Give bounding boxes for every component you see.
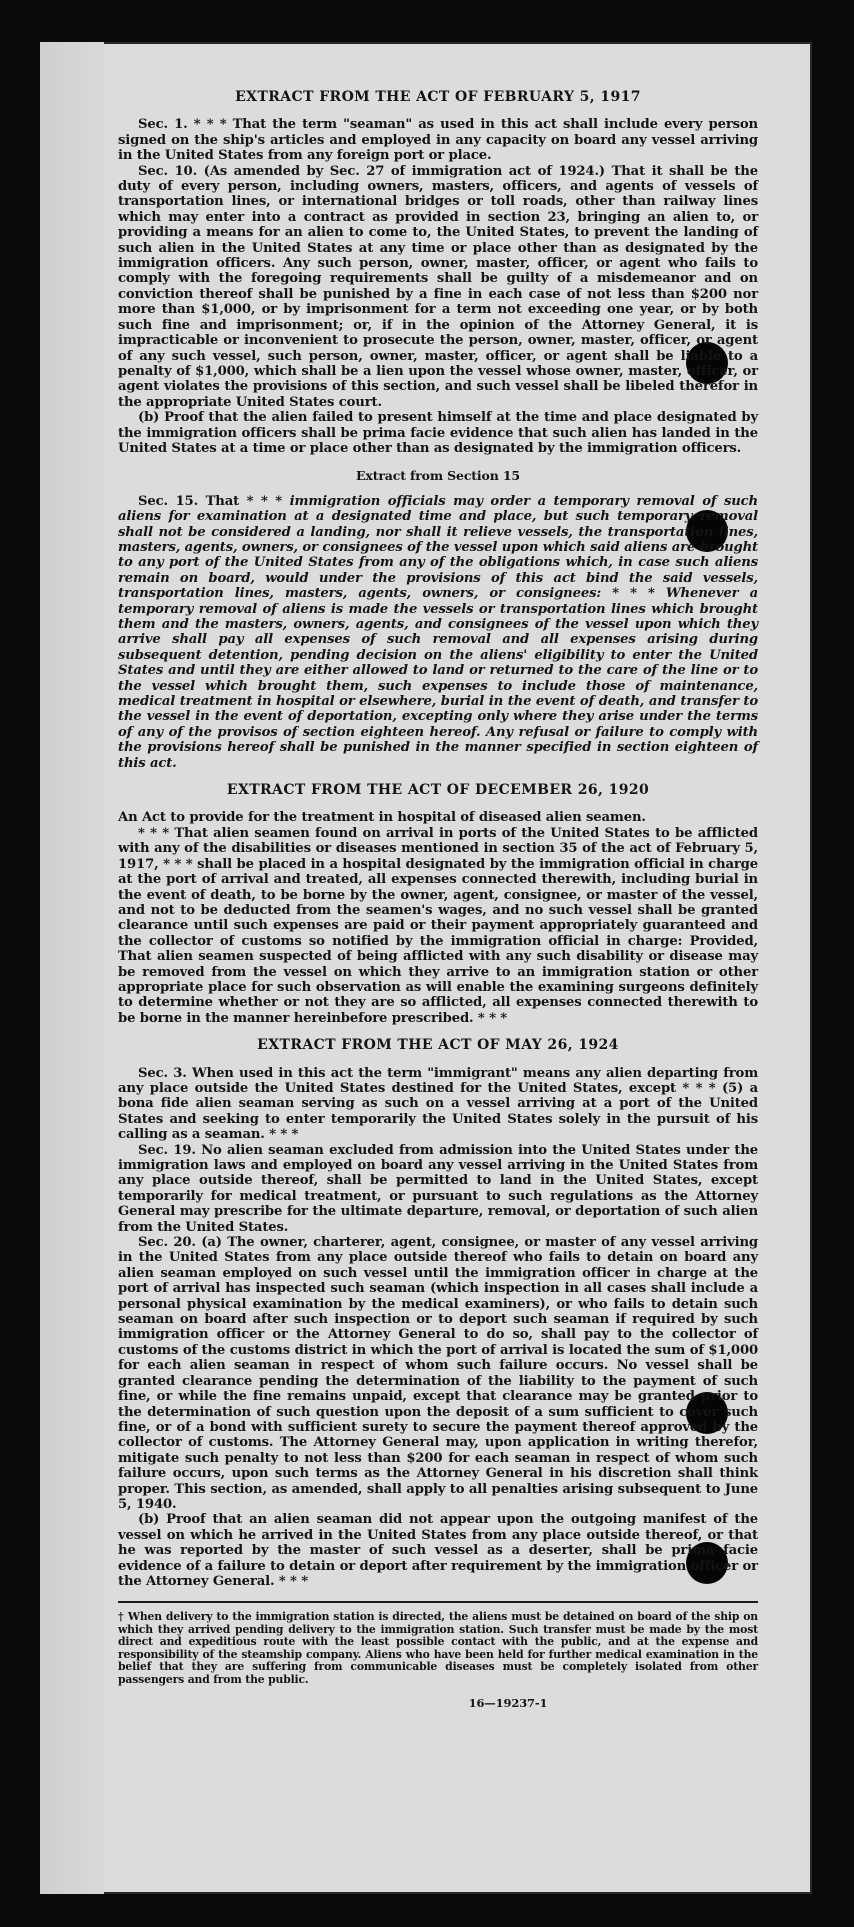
paragraph: * * * That alien seamen found on arrival in ports of the United States to be afflicted with any of the disabilities or diseases mentioned in section 35 of the act of February 5, 1917, * * * shall be placed in a hospital designated by the immigration official in charge at the port of arrival and treated, all expenses connected therewith, including burial in the event of death, to be borne by the owner, agent, consignee, or master of the vessel, and not to be deducted from the seamen's wages, and no such vessel shall be granted clearance until such expenses are paid or their payment appropriately guaranteed and the collector of customs so notified by the immigration official in charge: Provided, That alien seamen suspected of being afflicted with any such disability or disease may be removed from the vessel on which they arrive to an immigration station or other appropriate place for such observation as will enable the examining surgeons definitely to determine whether or not they are so afflicted, all expenses connected therewith to be borne in the manner hereinbefore prescribed. * * * bbox=[118, 825, 758, 1026]
paragraph: Sec. 3. When used in this act the term "immigrant" means any alien departing from any place outside the United States destined for the United States, except * * * (5) a bona fide alien seaman serving as such on a vessel arriving at a port of the United States and seeking to enter temporarily the United States solely in the pursuit of his calling as a seaman. * * * bbox=[118, 1065, 758, 1143]
paragraph bbox=[118, 494, 758, 771]
footnote: † When delivery to the immigration station is directed, the aliens must be detained on board of the ship on which they arrived pending delivery to the immigration station. Such transfer must be made by the most direct and expeditious route with the least possible contact with the public, and at the expense and responsibility of the steamship company. Aliens who have been held for further medical examination in the belief that they are suffering from communicable diseases must be completely isolated from other passengers and from the public. bbox=[118, 1610, 758, 1686]
paragraph: Sec. 10. (As amended by Sec. 27 of immigration act of 1924.) That it shall be the duty of every person, including owners, masters, officers, and agents of vessels of transportation lines, or international bridges or toll roads, other than railway lines which may enter into a contract as provided in section 23, bringing an alien to, or providing a means for an alien to come to, the United States, to prevent the landing of such alien in the United States at any time or place other than as designated by the immigration officers. Any such person, owner, master, officer, or agent who fails to comply with the foregoing requirements shall be guilty of a misdemeanor and on conviction thereof shall be punished by a fine in each case of not less than $200 nor more than $1,000, or by imprisonment for a term not exceeding one year, or by both such fine and imprisonment; or, if in the opinion of the Attorney General, it is impracticable or inconvenient to prosecute the person, owner, master, officer, or agent of any such vessel, such person, owner, master, officer, or agent shall be liable to a penalty of $1,000, which shall be a lien upon the vessel whose owner, master, officer, or agent violates the provisions of this section, and such vessel shall be libeled therefor in the appropriate United States court. bbox=[118, 163, 758, 410]
footnote-divider bbox=[118, 1601, 758, 1603]
heading-section-15: Extract from Section 15 bbox=[356, 468, 520, 484]
section-act-1924 bbox=[118, 1066, 758, 1590]
section-act-1917 bbox=[118, 117, 758, 456]
paragraph: (b) Proof that an alien seaman did not appear upon the outgoing manifest of the vessel on which he arrived in the United States from any place outside thereof, or that he was reported by the master of such vessel as a deserter, shall be prima facie evidence of a failure to detain or deport after requirement by the immigration officer or the Attorney General. * * * bbox=[118, 1512, 758, 1589]
left-margin-strip bbox=[40, 42, 104, 1894]
document-page bbox=[40, 42, 812, 1894]
heading-act-1920: EXTRACT FROM THE ACT OF DECEMBER 26, 1920 bbox=[226, 782, 650, 799]
section-15-lead: Sec. 15. That * * * bbox=[138, 493, 283, 509]
section-act-1920 bbox=[118, 810, 758, 1026]
section-15-body: immigration officials may order a temporary removal of such aliens for examination at a designated time and place, but such temporary removal shall not be considered a landing, nor shall it relieve vessels, the transportation lines, masters, agents, owners, or consignees of the vessel upon which said aliens are brought to any port of the United States from any of the obligations which, in case such aliens remain on board, would under the provisions of this act bind the said vessels, transportation lines, masters, agents, owners, or consignees: * * * Whenever a temporary removal of aliens is made the vessels or transportation lines which brought them and the masters, owners, agents, and consignees of the vessel upon which they arrive shall pay all expenses of such removal and all expenses arising during subsequent detention, pending decision on the aliens' eligibility to enter the United States and until they are either allowed to land or returned to the care of the line or to the vessel which brought them, such expenses to include those of maintenance, medical treatment in hospital or elsewhere, burial in the event of death, and transfer to the vessel in the event of deportation, excepting only where they arise under the terms of any of the provisos of section eighteen hereof. Any refusal or failure to comply with the provisions hereof shall be punished in the manner specified in section eighteen of this act. bbox=[118, 493, 758, 771]
paragraph: An Act to provide for the treatment in hospital of diseased alien seamen. bbox=[118, 810, 646, 826]
form-number: 16—19237-1 bbox=[468, 1696, 548, 1711]
heading-act-1917: EXTRACT FROM THE ACT OF FEBRUARY 5, 1917 bbox=[235, 89, 641, 105]
paragraph: Sec. 19. No alien seaman excluded from admission into the United States under the immigration laws and employed on board any vessel arriving in the United States from any place outside thereof, shall be permitted to land in the United States, except temporarily for medical treatment, or pursuant to such regulations as the Attorney General may prescribe for the ultimate departure, removal, or deportation of such alien from the United States. bbox=[118, 1142, 758, 1235]
document-body bbox=[118, 84, 758, 1712]
section-15 bbox=[118, 494, 758, 771]
paragraph: (b) Proof that the alien failed to present himself at the time and place designated by the immigration officers shall be prima facie evidence that such alien has landed in the United States at a time or place other than as designated by the immigration officers. bbox=[118, 410, 758, 456]
paragraph: Sec. 1. * * * That the term "seaman" as used in this act shall include every person signed on the ship's articles and employed in any capacity on board any vessel arriving in the United States from any foreign port or place. bbox=[118, 117, 758, 164]
paragraph: Sec. 20. (a) The owner, charterer, agent, consignee, or master of any vessel arriving in the United States from any place outside thereof who fails to detain on board any alien seaman employed on such vessel until the immigration officer in charge at the port of arrival has inspected such seaman (which inspection in all cases shall include a personal physical examination by the medical examiners), or who fails to detain such seaman on board after such inspection or to deport such seaman if required by such immigration officer or the Attorney General to do so, shall pay to the collector of customs of the customs district in which the port of arrival is located the sum of $1,000 for each alien seaman in respect of whom such failure occurs. No vessel shall be granted clearance pending the determination of the liability to the payment of such fine, or while the fine remains unpaid, except that clearance may be granted prior to the determination of such question upon the deposit of a sum sufficient to cover such fine, or of a bond with sufficient surety to secure the payment thereof approved by the collector of customs. The Attorney General may, upon application in writing therefor, mitigate such penalty to not less than $200 for each seaman in respect of whom such failure occurs, upon such terms as the Attorney General in his discretion shall think proper. This section, as amended, shall apply to all penalties arising subsequent to June 5, 1940. bbox=[118, 1235, 758, 1512]
heading-act-1924: EXTRACT FROM THE ACT OF MAY 26, 1924 bbox=[257, 1037, 619, 1054]
